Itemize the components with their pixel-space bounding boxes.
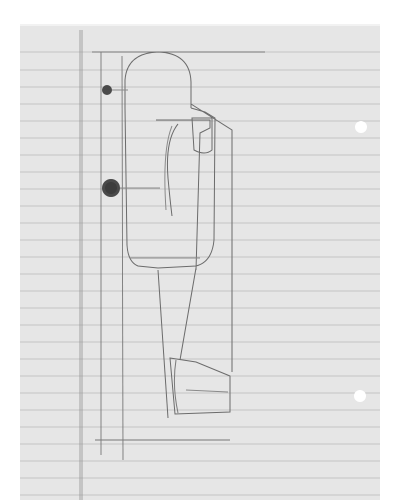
punch-hole-top (355, 121, 367, 133)
wing-panel (156, 120, 210, 270)
punch-holes (354, 121, 367, 402)
tail-boom-right (180, 268, 196, 360)
canopy-dome (125, 52, 191, 108)
margin-lines (80, 30, 82, 500)
tail-boom-left (158, 270, 168, 418)
small-dark-dot (102, 85, 112, 95)
sketch-dots (102, 85, 120, 197)
pencil-guide-lines (92, 52, 265, 460)
fuselage-right (158, 108, 215, 268)
tail-fin (170, 358, 230, 414)
cockpit-box (192, 118, 212, 153)
punch-hole-bottom (354, 390, 366, 402)
tail-fin-inner (174, 360, 178, 413)
aircraft-sketch (106, 52, 232, 418)
